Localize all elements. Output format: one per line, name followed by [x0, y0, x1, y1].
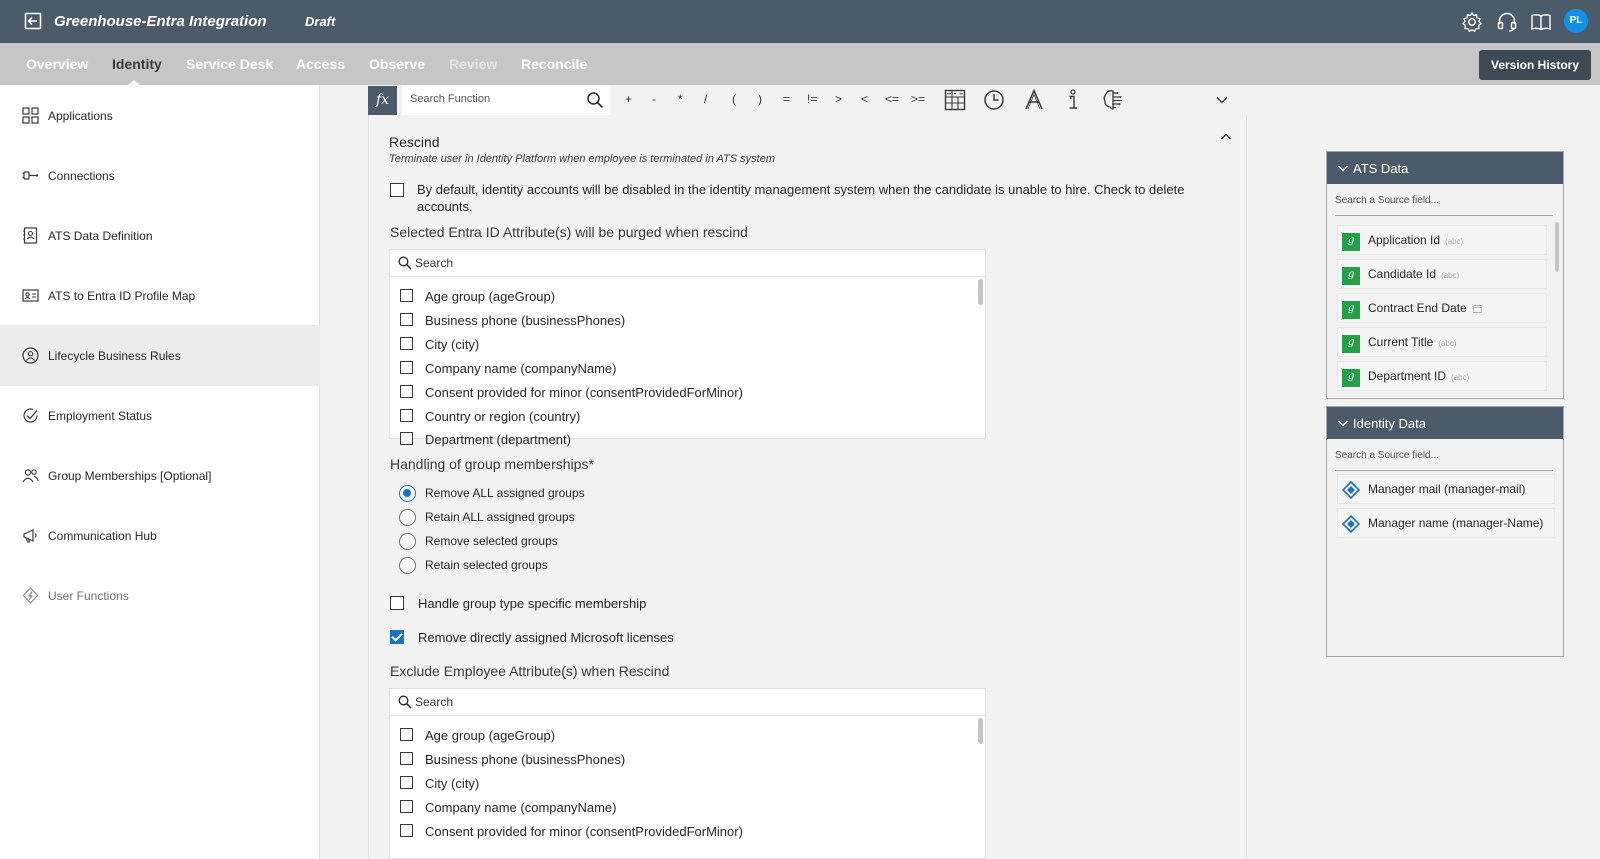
chevron-down-icon[interactable]	[1215, 93, 1229, 107]
calendar-icon	[1473, 304, 1482, 313]
source-field[interactable]	[1337, 259, 1547, 289]
field-name: Contract End Date	[1368, 301, 1467, 315]
check-circle-icon	[22, 407, 39, 424]
field-type-icon: g	[1342, 335, 1360, 353]
source-field[interactable]	[1337, 361, 1547, 391]
list-item-label: Consent provided for minor (consentProvidedForMinor)	[425, 385, 743, 400]
scrollbar[interactable]	[1555, 222, 1559, 272]
user-cycle-icon	[22, 347, 39, 364]
list-item-checkbox[interactable]	[400, 361, 413, 374]
search-icon	[398, 695, 412, 709]
list-item-label: Business phone (businessPhones)	[425, 752, 626, 767]
sidebar-item-label: ATS Data Definition	[48, 229, 153, 243]
list-item-label: City (city)	[425, 776, 480, 791]
field-name: Application Id	[1368, 233, 1441, 247]
version-history-button[interactable]: Version History	[1479, 50, 1591, 80]
operator-not-equals[interactable]: !=	[807, 92, 818, 106]
operator-plus[interactable]: +	[625, 92, 633, 106]
sidebar-item-label: Connections	[48, 169, 115, 183]
sidebar-item-employment-status[interactable]	[0, 385, 320, 446]
list-item-checkbox[interactable]	[400, 752, 413, 765]
nav-bar	[0, 43, 1600, 85]
entra-icon	[1342, 481, 1360, 499]
sidebar-item-label: Group Memberships [Optional]	[48, 469, 212, 483]
chevron-down-icon	[1337, 162, 1349, 174]
sidebar-item-label: Applications	[48, 109, 113, 123]
purge-attributes-list	[389, 249, 986, 447]
tab-access[interactable]: Access	[296, 56, 346, 72]
contact-book-icon	[22, 227, 39, 244]
delete-accounts-text: By default, identity accounts will be disabled in the identity management system when the candidate is unable to hire. Check to delete	[417, 182, 1185, 197]
list-item-checkbox[interactable]	[400, 409, 413, 422]
group-handling-label: Handling of group memberships*	[390, 456, 594, 472]
group-icon	[22, 467, 39, 484]
list-item-label: Consent provided for minor (consentProvidedForMinor)	[425, 824, 743, 839]
operator-close-paren[interactable]: )	[758, 92, 762, 106]
identity-search-input[interactable]	[1335, 450, 1545, 461]
list-item-checkbox[interactable]	[400, 337, 413, 350]
megaphone-icon	[22, 527, 39, 544]
id-card-icon	[22, 287, 39, 304]
operator-greater-than[interactable]: >	[835, 92, 843, 106]
source-field[interactable]	[1337, 327, 1547, 357]
sidebar-item-applications[interactable]	[0, 85, 320, 146]
info-icon[interactable]	[1061, 88, 1085, 112]
section-subtitle: Terminate user in Identity Platform when employee is terminated in ATS system	[389, 153, 775, 165]
exclude-search-input[interactable]	[415, 695, 815, 709]
list-item-label: Department (department)	[425, 432, 571, 447]
list-item-checkbox[interactable]	[400, 313, 413, 326]
operator-minus[interactable]: -	[652, 92, 656, 106]
list-item-checkbox[interactable]	[400, 776, 413, 789]
source-field[interactable]	[1337, 508, 1555, 538]
identity-data-panel	[1326, 406, 1564, 657]
list-item-checkbox[interactable]	[400, 824, 413, 837]
fx-icon[interactable]: fx	[368, 86, 397, 115]
group-type-label: Handle group type specific membership	[418, 596, 647, 611]
sidebar-item-label: Lifecycle Business Rules	[48, 349, 181, 363]
radio-label: Remove selected groups	[425, 534, 558, 548]
list-item-checkbox[interactable]	[400, 800, 413, 813]
field-type: (abc)	[1441, 271, 1460, 280]
radio-button[interactable]	[399, 557, 416, 574]
delete-accounts-text-cont: accounts.	[417, 199, 473, 214]
chevron-down-icon	[1337, 417, 1349, 429]
purge-search-input[interactable]	[415, 256, 815, 270]
exclude-attributes-label: Exclude Employee Attribute(s) when Rescind	[390, 663, 670, 679]
purge-search	[390, 250, 985, 277]
headset-icon[interactable]	[1496, 11, 1518, 33]
operator-less-equal[interactable]: <=	[885, 92, 900, 106]
list-item-checkbox[interactable]	[400, 432, 413, 445]
sidebar	[0, 85, 320, 859]
field-type: (abc)	[1438, 339, 1457, 348]
list-item-label: Company name (companyName)	[425, 361, 617, 376]
field-name: Manager mail (manager-mail)	[1368, 482, 1526, 496]
function-search-input[interactable]	[410, 93, 580, 105]
radio-label: Retain ALL assigned groups	[425, 510, 575, 524]
tab-review: Review	[449, 56, 498, 72]
search-icon[interactable]	[586, 91, 604, 109]
brain-icon[interactable]	[1101, 88, 1125, 112]
ats-data-header[interactable]	[1327, 152, 1563, 184]
scrollbar[interactable]	[978, 718, 983, 744]
identity-search	[1335, 443, 1553, 471]
field-name: Manager name (manager-Name)	[1368, 516, 1544, 530]
operator-equals[interactable]: =	[783, 92, 791, 106]
book-icon[interactable]	[1530, 11, 1552, 33]
function-search	[402, 86, 610, 115]
radio-button[interactable]	[399, 485, 416, 502]
entra-icon	[1342, 515, 1360, 533]
source-field[interactable]	[1337, 474, 1555, 504]
source-field[interactable]	[1337, 225, 1547, 255]
identity-data-header[interactable]	[1327, 407, 1563, 439]
sidebar-item-lifecycle-business-rules[interactable]	[0, 325, 320, 386]
panel-title: ATS Data	[1353, 161, 1409, 176]
chevron-up-icon[interactable]	[1220, 131, 1232, 143]
tab-observe[interactable]: Observe	[369, 56, 426, 72]
remove-licenses-checkbox[interactable]	[390, 630, 404, 644]
list-item-label: City (city)	[425, 337, 480, 352]
delete-accounts-checkbox[interactable]	[390, 183, 404, 197]
sidebar-item-label: ATS to Entra ID Profile Map	[48, 289, 196, 303]
source-field[interactable]	[1337, 293, 1547, 323]
ats-data-panel	[1326, 151, 1564, 399]
text-format-icon[interactable]	[1022, 88, 1046, 112]
radio-button[interactable]	[399, 509, 416, 526]
rescind-section	[368, 115, 1247, 859]
calculator-icon[interactable]	[943, 88, 967, 112]
gear-icon[interactable]	[1461, 11, 1483, 33]
app-title: Greenhouse-Entra Integration	[54, 13, 267, 30]
list-item-label: Country or region (country)	[425, 409, 581, 424]
avatar[interactable]: PL	[1564, 9, 1588, 33]
remove-licenses-label: Remove directly assigned Microsoft licenses	[418, 630, 674, 645]
field-type-icon: g	[1342, 267, 1360, 285]
list-item-label: Company name (companyName)	[425, 800, 617, 815]
tab-reconcile[interactable]: Reconcile	[521, 56, 588, 72]
plug-icon	[22, 167, 39, 184]
search-icon	[398, 256, 412, 270]
radio-label: Remove ALL assigned groups	[425, 486, 585, 500]
radio-label: Retain selected groups	[425, 558, 548, 572]
clock-icon[interactable]	[982, 88, 1006, 112]
list-item-label: Business phone (businessPhones)	[425, 313, 626, 328]
sidebar-item-ats-to-entra-id-profile-map[interactable]	[0, 265, 320, 326]
field-type-icon: g	[1342, 233, 1360, 251]
section-title: Rescind	[389, 134, 440, 150]
field-name: Current Title	[1368, 335, 1434, 349]
exclude-attributes-list	[389, 688, 986, 859]
ats-search-input[interactable]	[1335, 195, 1545, 206]
scrollbar[interactable]	[978, 279, 983, 305]
sidebar-item-ats-data-definition[interactable]	[0, 205, 320, 266]
tab-identity[interactable]: Identity	[112, 56, 162, 72]
grid-icon	[22, 107, 39, 124]
back-icon[interactable]	[24, 12, 42, 30]
purge-attributes-label: Selected Entra ID Attribute(s) will be purged when rescind	[390, 224, 748, 240]
panel-title: Identity Data	[1353, 416, 1426, 431]
sidebar-item-connections[interactable]	[0, 145, 320, 206]
sidebar-item-label: Employment Status	[48, 409, 153, 423]
operator-open-paren[interactable]: (	[732, 92, 736, 106]
sidebar-item-group-memberships[interactable]	[0, 445, 320, 506]
sidebar-item-label: Communication Hub	[48, 529, 157, 543]
operator-less-than[interactable]: <	[861, 92, 869, 106]
list-item-checkbox[interactable]	[400, 385, 413, 398]
sidebar-item-communication-hub[interactable]	[0, 505, 320, 566]
status-label: Draft	[305, 14, 336, 29]
field-type-icon: g	[1342, 369, 1360, 387]
field-name: Department ID	[1368, 369, 1447, 383]
formula-toolbar	[368, 86, 1247, 115]
tab-service-desk[interactable]: Service Desk	[186, 56, 274, 72]
ats-search	[1335, 188, 1553, 216]
list-item-checkbox[interactable]	[400, 728, 413, 741]
operator-multiply[interactable]: *	[678, 92, 683, 106]
function-icon	[22, 587, 39, 604]
group-type-checkbox[interactable]	[390, 596, 404, 610]
field-name: Candidate Id	[1368, 267, 1437, 281]
sidebar-item-label: User Functions	[48, 589, 129, 603]
radio-button[interactable]	[399, 533, 416, 550]
field-type-icon: g	[1342, 301, 1360, 319]
top-bar	[0, 0, 1600, 43]
list-item-label: Age group (ageGroup)	[425, 289, 556, 304]
sidebar-item-user-functions[interactable]	[0, 565, 320, 626]
operator-divide[interactable]: /	[704, 92, 708, 106]
list-item-checkbox[interactable]	[400, 289, 413, 302]
field-type: (abc)	[1445, 237, 1464, 246]
tab-overview[interactable]: Overview	[26, 56, 89, 72]
field-type: (abc)	[1451, 373, 1470, 382]
exclude-search	[390, 689, 985, 716]
list-item-label: Age group (ageGroup)	[425, 728, 556, 743]
operator-greater-equal[interactable]: >=	[911, 92, 926, 106]
